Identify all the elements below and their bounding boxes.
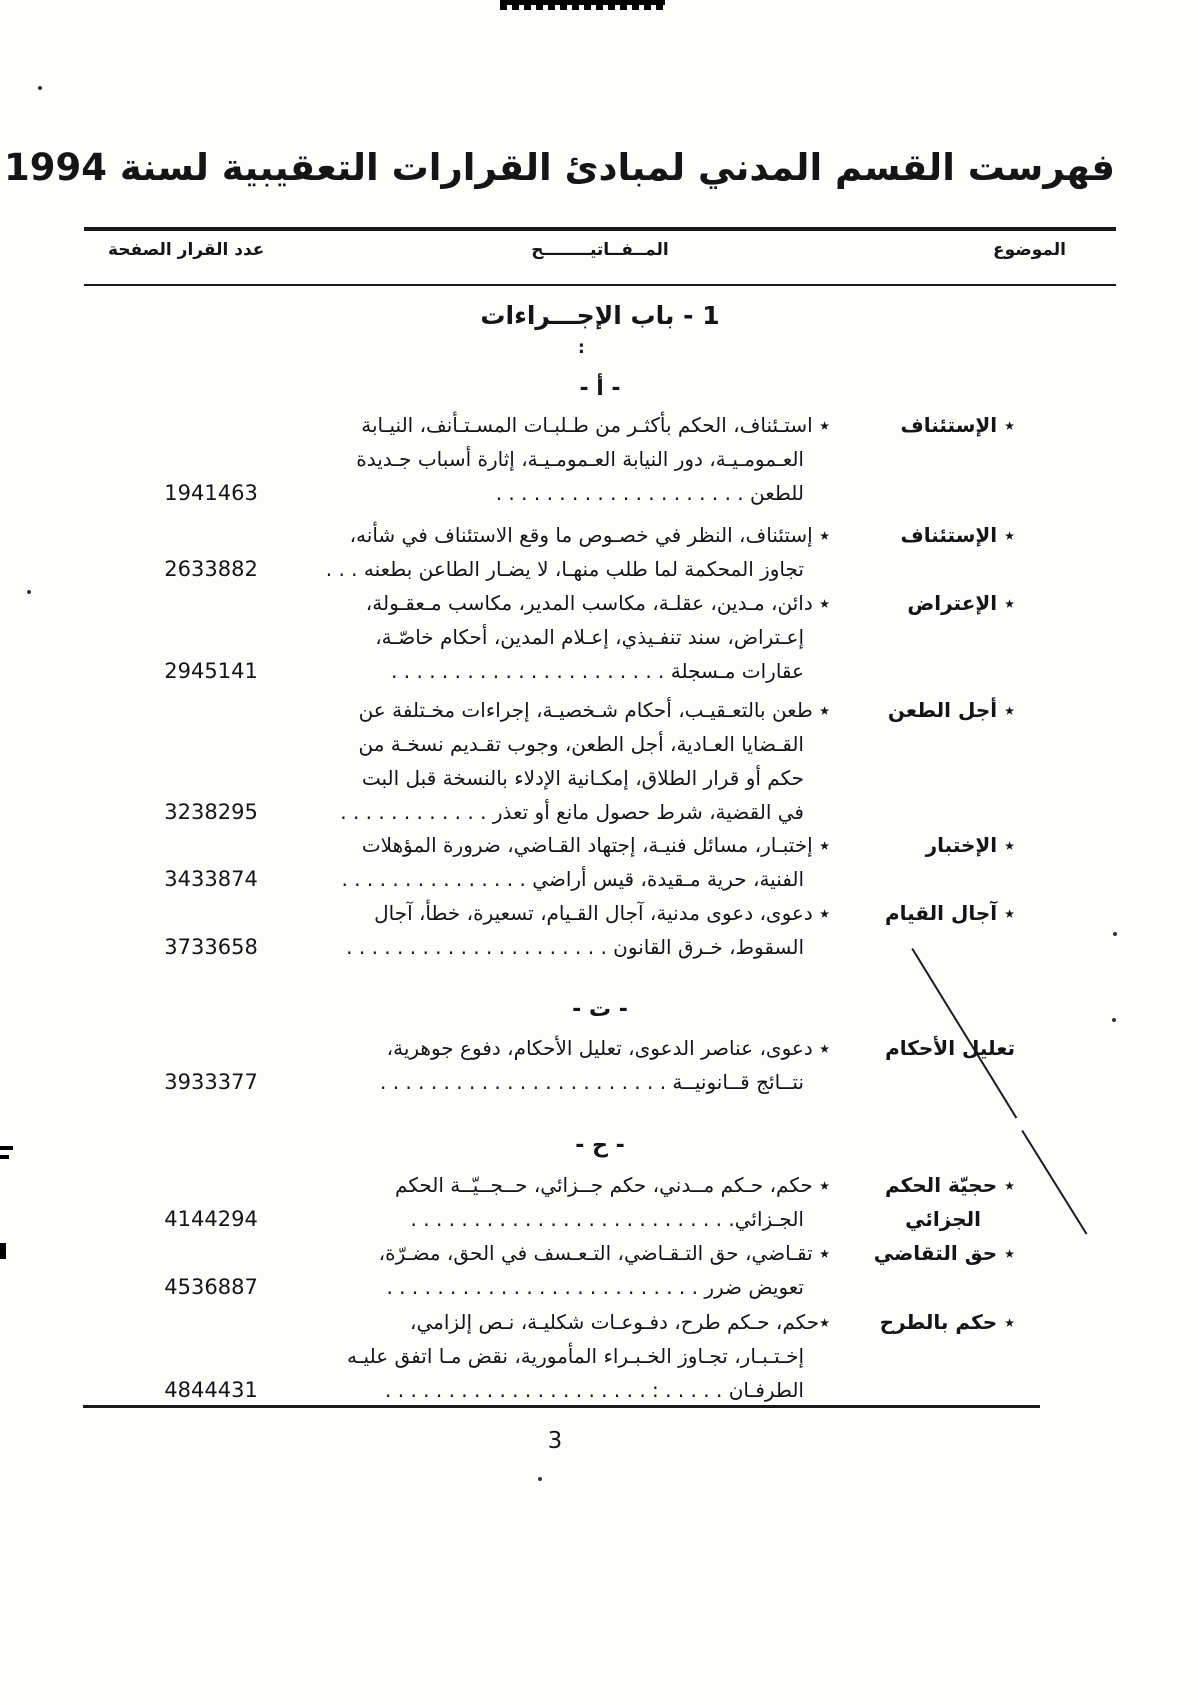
scan-speck — [538, 1477, 542, 1481]
entry-keywords-line: الجـزائي. . . . . . . . . . . . . . . . . . . . . . . . . . — [410, 1207, 804, 1231]
entry-keywords-line: للطعن . . . . . . . . . . . . . . . . . . . . — [495, 481, 804, 505]
scan-speck — [38, 86, 42, 90]
horizontal-rule-top — [84, 227, 1116, 231]
entry-keywords-line: ٭ إختبـار، مسائل فنيـة، إجتهاد القـاضي، ضرورة المؤهلات — [361, 833, 830, 857]
entry-numbers — [127, 1373, 297, 1407]
entry-keywords-line: الفنية، حرية مـقيدة، قيس أراضي . . . . . . . . . . . . . . . — [341, 867, 804, 891]
footer-page-number: 3 — [547, 1428, 563, 1454]
page-number: 32 — [164, 800, 191, 824]
entry-keywords-line: السقوط، خـرق القانون . . . . . . . . . . . . . . . . . . . . . — [346, 935, 804, 959]
entry-subject: ٭ الإستئناف — [900, 413, 1015, 437]
scan-speck — [27, 590, 31, 594]
decision-number: 33874 — [191, 867, 258, 891]
entry-keywords-line: عقارات مـسجلة . . . . . . . . . . . . . . . . . . . . . . — [391, 659, 804, 683]
entry-subject: ٭ الإختبار — [925, 833, 1015, 857]
chapter-heading: 1 - باب الإجـــراءات — [480, 301, 720, 330]
entry-numbers — [127, 930, 297, 964]
entry-keywords-line: ٭ استـئناف، الحكم بأكثـر من طـلبـات المسـتـأنف، النيـابة — [361, 413, 830, 437]
column-header-decision-page: عدد القرار الصفحة — [108, 240, 265, 260]
decision-number: 44431 — [191, 1378, 258, 1402]
entry-subject: ٭ أجل الطعن — [887, 698, 1015, 722]
entry-keywords-line: ٭ دائن، مـدين، عقلـة، مكاسب المدير، مكاسب مـعقـولة، — [365, 591, 830, 615]
entry-keywords-line: العـمومـيـة، دور النيابة العـمومـيـة، إثارة أسباب جـديدة — [356, 447, 804, 471]
scan-speck — [1113, 932, 1117, 936]
index-entry — [164, 1031, 830, 1099]
decision-number: 44294 — [191, 1207, 258, 1231]
entry-keywords-line: ٭ حكم، حـكم مــدني، حكم جــزائي، حــجــيّــة الحكم — [395, 1173, 830, 1197]
letter-heading-ha: - ح - — [575, 1133, 625, 1158]
column-header-keys: المــفــاتيــــــــح — [531, 240, 669, 260]
entry-keywords-line: ٭ دعوى، عناصر الدعوى، تعليل الأحكام، دفوع جوهرية، — [386, 1036, 830, 1060]
decision-number: 33377 — [191, 1070, 258, 1094]
index-entry — [164, 693, 830, 829]
entry-numbers — [127, 1202, 297, 1236]
page-number: 41 — [164, 1207, 191, 1231]
column-header-subject: الموضوع — [993, 240, 1066, 260]
entry-numbers — [127, 795, 297, 829]
entry-keywords-line: إعـتراض، سند تنفـيذي، إعـلام المدين، أحكام خاصّـة، — [375, 625, 804, 649]
entry-keywords-line: ٭ إستئناف، النظر في خصـوص ما وقع الاستئناف في شأنه، — [349, 523, 830, 547]
page-number: 37 — [164, 935, 191, 959]
index-entry — [164, 1236, 830, 1304]
entry-numbers — [127, 1270, 297, 1304]
entry-subject-line2: الجزائي — [905, 1207, 981, 1231]
scan-artifact-top-teeth — [500, 5, 665, 10]
letter-heading-alif: - أ - — [579, 376, 621, 401]
decision-number: 33658 — [191, 935, 258, 959]
entry-keywords-line: نتــائج قــانونيــة . . . . . . . . . . . . . . . . . . . . . . . — [379, 1070, 804, 1094]
decision-number: 45141 — [191, 659, 258, 683]
entry-keywords-line: حكم أو قرار الطلاق، إمكـانية الإدلاء بالنسخة قبل البت — [361, 766, 804, 790]
index-entry — [164, 1305, 830, 1407]
entry-keywords-line: ٭ طعن بالتعـقيـب، أحكام شـخصيـة، إجراءات مخـتلفة عن — [358, 698, 830, 722]
index-entry — [164, 828, 830, 896]
page-number: 34 — [164, 867, 191, 891]
page-number: 29 — [164, 659, 191, 683]
entry-subject: ٭ الإعتراض — [907, 591, 1015, 615]
entry-keywords-line: إخـتـبـار، تجـاوز الخـبـراء المأمورية، نقض مـا اتفق عليـه — [346, 1344, 804, 1368]
entry-subject: ٭ حق التقاضي — [873, 1241, 1015, 1265]
index-entry — [164, 408, 830, 510]
page-number: 48 — [164, 1378, 191, 1402]
entry-subject: ٭ حكم بالطرح — [879, 1310, 1015, 1334]
entry-keywords-line: تجاوز المحكمة لما طلب منهـا، لا يضـار الطاعن بطعنه . . . — [325, 557, 804, 581]
index-entry — [164, 586, 830, 688]
decision-number: 41463 — [191, 481, 258, 505]
entry-subject: ٭ الإستئناف — [900, 523, 1015, 547]
scan-artifact-left-dash — [0, 1155, 9, 1159]
page-title: فهرست القسم المدني لمبادئ القرارات التعقيبية لسنة 1994 — [3, 146, 1115, 189]
entry-keywords-line: ٭ تقـاضي، حق التـقـاضي، التـعـسف في الحق، مضـرّة، — [378, 1241, 830, 1265]
entry-keywords-line: القـضايا العـادية، أجل الطعن، وجوب تقـديم نسخـة من — [358, 732, 804, 756]
entry-numbers — [127, 476, 297, 510]
page-number: 26 — [164, 557, 191, 581]
entry-keywords-line: تعويض ضرر . . . . . . . . . . . . . . . . . . . . . . . . . — [386, 1275, 804, 1299]
horizontal-rule-under-header — [84, 284, 1116, 286]
index-entry — [164, 896, 830, 964]
page-number: 45 — [164, 1275, 191, 1299]
page-number: 39 — [164, 1070, 191, 1094]
entry-keywords-line: الطرفـان . . . . . : . . . . . . . . . . . . . . . . . . . . . — [385, 1378, 804, 1402]
scan-artifact-left-block — [0, 1243, 6, 1259]
scan-artifact-left-dash — [0, 1146, 13, 1150]
stray-colon-mark: : — [578, 338, 585, 358]
entry-subject: ٭ حجيّة الحكم — [884, 1173, 1015, 1197]
page-number: 19 — [164, 481, 191, 505]
entry-numbers — [127, 1065, 297, 1099]
entry-keywords-line: ٭ دعوى، دعوى مدنية، آجال القـيام، تسعيرة، خطأ، آجال — [374, 901, 830, 925]
decision-number: 33882 — [191, 557, 258, 581]
entry-subject: تعليل الأحكام — [885, 1036, 1015, 1060]
entry-numbers — [127, 862, 297, 896]
entry-numbers — [127, 654, 297, 688]
entry-keywords-line: ٭حكم، حـكم طرح، دفـوعـات شكليـة، نـص إلزامي، — [410, 1310, 830, 1334]
letter-heading-ta: - ت - — [572, 997, 628, 1022]
decision-number: 36887 — [191, 1275, 258, 1299]
entry-numbers — [127, 552, 297, 586]
index-entry — [164, 518, 830, 586]
decision-number: 38295 — [191, 800, 258, 824]
entry-keywords-line: في القضية، شرط حصول مانع أو تعذر . . . . . . . . . . . . — [340, 800, 804, 824]
entry-subject: ٭ آجال القيام — [884, 901, 1015, 925]
